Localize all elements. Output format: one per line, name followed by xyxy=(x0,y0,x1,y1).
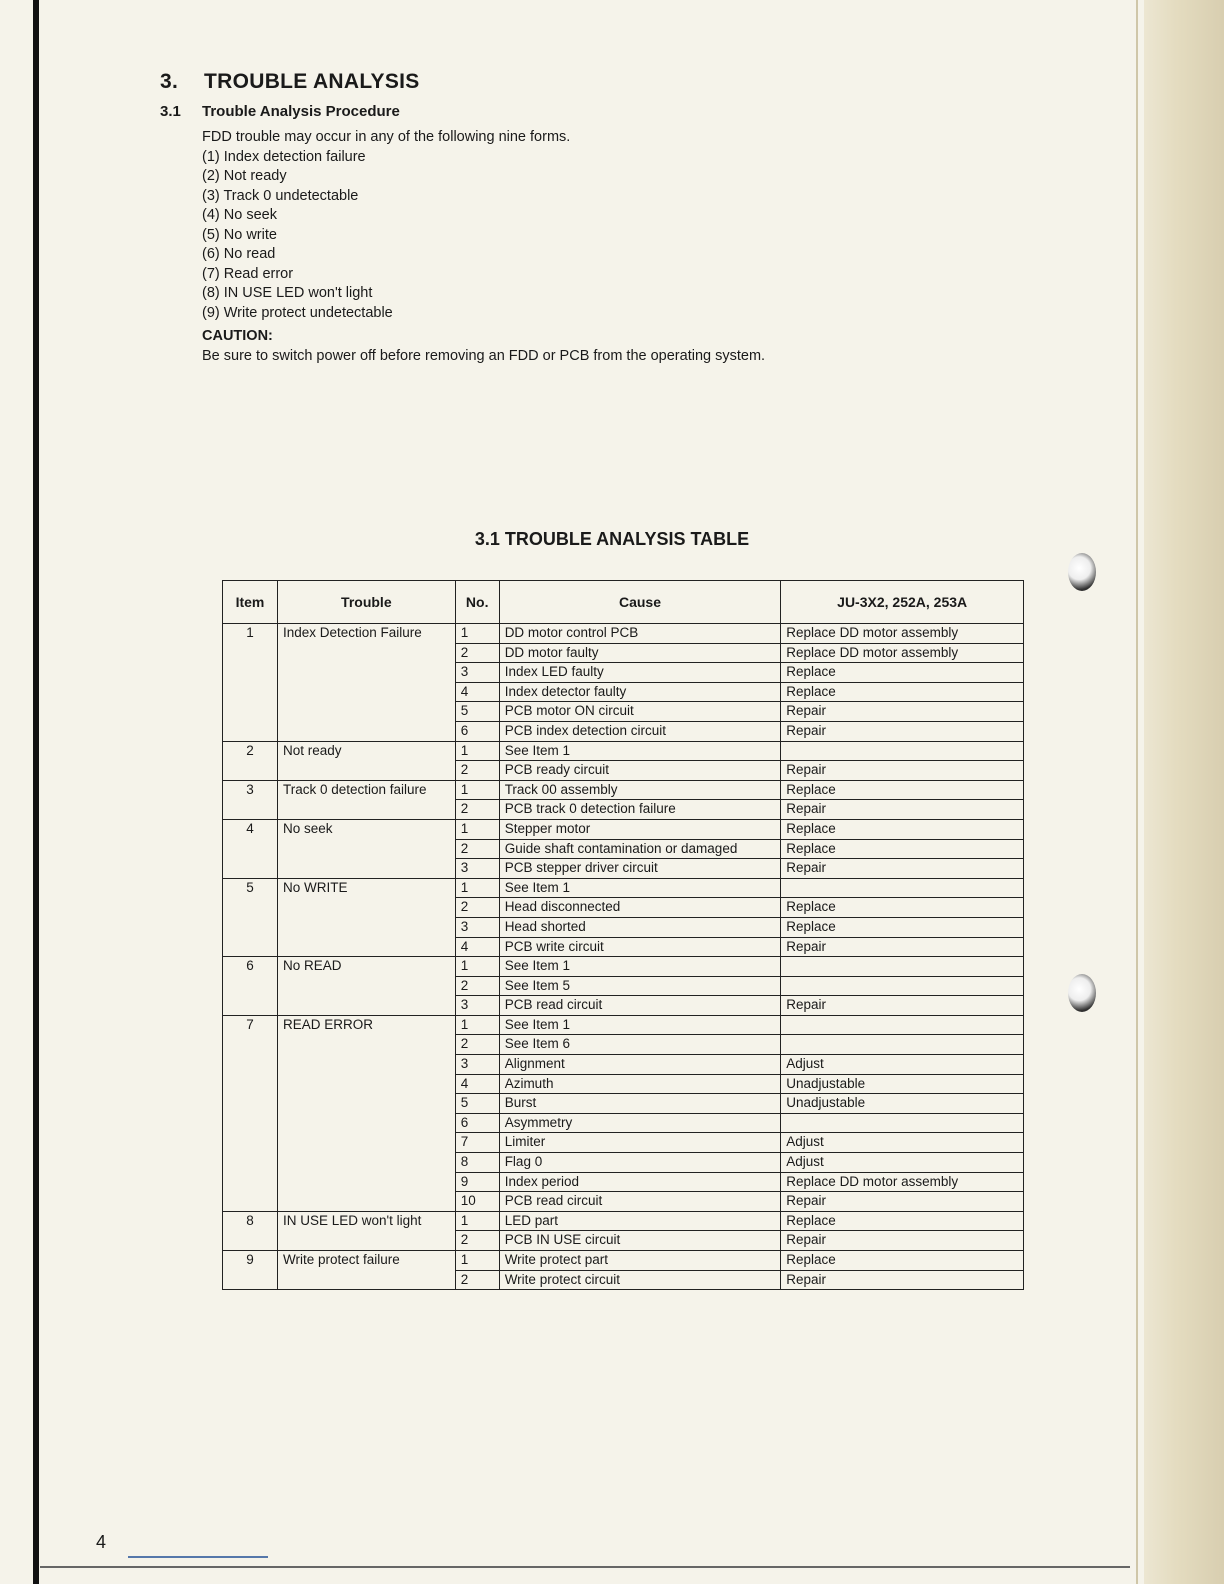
action-cell xyxy=(781,741,1024,761)
trouble-cell: No seek xyxy=(277,819,455,878)
cause-cell: Head shorted xyxy=(499,917,781,937)
trouble-cell: Index Detection Failure xyxy=(277,624,455,742)
cause-number-cell: 2 xyxy=(455,976,499,996)
header-no: No. xyxy=(455,581,499,624)
cause-number-cell: 3 xyxy=(455,917,499,937)
trouble-analysis-table xyxy=(222,580,1024,1290)
item-number-cell: 2 xyxy=(223,741,278,780)
cause-cell: PCB track 0 detection failure xyxy=(499,800,781,820)
page-bottom-edge xyxy=(40,1566,1130,1568)
trouble-cell: READ ERROR xyxy=(277,1015,455,1211)
action-cell: Repair xyxy=(781,859,1024,879)
cause-number-cell: 1 xyxy=(455,780,499,800)
cause-cell: Flag 0 xyxy=(499,1153,781,1173)
item-number-cell: 6 xyxy=(223,957,278,1016)
action-cell: Replace DD motor assembly xyxy=(781,1172,1024,1192)
action-cell xyxy=(781,1035,1024,1055)
subsection-number: 3.1 xyxy=(160,103,181,120)
cause-number-cell: 7 xyxy=(455,1133,499,1153)
cause-cell: See Item 1 xyxy=(499,957,781,977)
scan-artifact xyxy=(128,1556,268,1558)
trouble-cell: Write protect failure xyxy=(277,1251,455,1290)
action-cell: Replace xyxy=(781,898,1024,918)
action-cell: Replace xyxy=(781,917,1024,937)
action-cell: Adjust xyxy=(781,1133,1024,1153)
action-cell: Replace DD motor assembly xyxy=(781,643,1024,663)
action-cell: Replace xyxy=(781,682,1024,702)
header-trouble: Trouble xyxy=(277,581,455,624)
cause-number-cell: 1 xyxy=(455,741,499,761)
cause-number-cell: 3 xyxy=(455,1055,499,1075)
list-item: (9) Write protect undetectable xyxy=(202,304,393,321)
page-right-binding xyxy=(1144,0,1224,1584)
cause-number-cell: 9 xyxy=(455,1172,499,1192)
cause-number-cell: 2 xyxy=(455,1035,499,1055)
action-cell xyxy=(781,1113,1024,1133)
action-cell xyxy=(781,976,1024,996)
cause-number-cell: 4 xyxy=(455,682,499,702)
intro-text: FDD trouble may occur in any of the following nine forms. xyxy=(202,129,571,145)
action-cell: Adjust xyxy=(781,1153,1024,1173)
action-cell: Repair xyxy=(781,800,1024,820)
table-row xyxy=(223,1251,1024,1271)
cause-number-cell: 1 xyxy=(455,819,499,839)
cause-cell: Track 00 assembly xyxy=(499,780,781,800)
action-cell: Repair xyxy=(781,761,1024,781)
table-title: 3.1 TROUBLE ANALYSIS TABLE xyxy=(474,529,750,549)
action-cell: Replace DD motor assembly xyxy=(781,624,1024,644)
header-item: Item xyxy=(223,581,278,624)
action-cell: Repair xyxy=(781,1231,1024,1251)
trouble-cell: IN USE LED won't light xyxy=(277,1211,455,1250)
cause-cell: See Item 5 xyxy=(499,976,781,996)
cause-number-cell: 2 xyxy=(455,1270,499,1290)
trouble-cell: Track 0 detection failure xyxy=(277,780,455,819)
action-cell xyxy=(781,957,1024,977)
subsection-heading xyxy=(160,103,400,120)
table-row xyxy=(223,780,1024,800)
cause-number-cell: 2 xyxy=(455,898,499,918)
section-title: TROUBLE ANALYSIS xyxy=(204,70,420,93)
trouble-cell: No WRITE xyxy=(277,878,455,956)
cause-cell: See Item 6 xyxy=(499,1035,781,1055)
cause-number-cell: 8 xyxy=(455,1153,499,1173)
item-number-cell: 7 xyxy=(223,1015,278,1211)
table-row xyxy=(223,624,1024,644)
cause-cell: See Item 1 xyxy=(499,878,781,898)
cause-cell: See Item 1 xyxy=(499,1015,781,1035)
item-number-cell: 3 xyxy=(223,780,278,819)
cause-cell: Head disconnected xyxy=(499,898,781,918)
cause-cell: LED part xyxy=(499,1211,781,1231)
action-cell: Replace xyxy=(781,1211,1024,1231)
cause-cell: Index period xyxy=(499,1172,781,1192)
header-cause: Cause xyxy=(499,581,781,624)
cause-cell: DD motor faulty xyxy=(499,643,781,663)
action-cell: Replace xyxy=(781,780,1024,800)
caution-text: Be sure to switch power off before removing an FDD or PCB from the operating system. xyxy=(202,347,766,364)
cause-number-cell: 10 xyxy=(455,1192,499,1212)
action-cell: Unadjustable xyxy=(781,1094,1024,1114)
cause-cell: Write protect circuit xyxy=(499,1270,781,1290)
item-number-cell: 5 xyxy=(223,878,278,956)
cause-cell: Guide shaft contamination or damaged xyxy=(499,839,781,859)
cause-number-cell: 4 xyxy=(455,937,499,957)
cause-number-cell: 6 xyxy=(455,721,499,741)
table-row xyxy=(223,1015,1024,1035)
cause-number-cell: 3 xyxy=(455,663,499,683)
cause-cell: PCB stepper driver circuit xyxy=(499,859,781,879)
cause-cell: Azimuth xyxy=(499,1074,781,1094)
action-cell: Replace xyxy=(781,663,1024,683)
cause-number-cell: 4 xyxy=(455,1074,499,1094)
list-item: (4) No seek xyxy=(202,207,277,223)
cause-number-cell: 1 xyxy=(455,1251,499,1271)
table-row xyxy=(223,957,1024,977)
cause-number-cell: 2 xyxy=(455,800,499,820)
cause-cell: See Item 1 xyxy=(499,741,781,761)
cause-cell: Write protect part xyxy=(499,1251,781,1271)
cause-number-cell: 3 xyxy=(455,859,499,879)
cause-number-cell: 2 xyxy=(455,761,499,781)
action-cell: Adjust xyxy=(781,1055,1024,1075)
list-item: (5) No write xyxy=(202,226,277,243)
trouble-cell: No READ xyxy=(277,957,455,1016)
action-cell: Replace xyxy=(781,839,1024,859)
header-model-action: JU-3X2, 252A, 253A xyxy=(781,581,1024,624)
action-cell: Repair xyxy=(781,1270,1024,1290)
action-cell: Repair xyxy=(781,996,1024,1016)
section-heading xyxy=(160,70,420,94)
page-number: 4 xyxy=(96,1532,107,1552)
item-number-cell: 9 xyxy=(223,1251,278,1290)
cause-cell: Asymmetry xyxy=(499,1113,781,1133)
cause-number-cell: 1 xyxy=(455,957,499,977)
item-number-cell: 8 xyxy=(223,1211,278,1250)
action-cell: Repair xyxy=(781,721,1024,741)
cause-cell: Index LED faulty xyxy=(499,663,781,683)
list-item: (1) Index detection failure xyxy=(202,148,366,165)
cause-cell: PCB ready circuit xyxy=(499,761,781,781)
cause-cell: PCB motor ON circuit xyxy=(499,702,781,722)
subsection-title: Trouble Analysis Procedure xyxy=(202,103,400,120)
page-left-edge xyxy=(33,0,39,1584)
cause-cell: Index detector faulty xyxy=(499,682,781,702)
trouble-cell: Not ready xyxy=(277,741,455,780)
action-cell: Replace xyxy=(781,1251,1024,1271)
list-item: (2) Not ready xyxy=(202,168,287,184)
cause-cell: PCB index detection circuit xyxy=(499,721,781,741)
list-item: (8) IN USE LED won't light xyxy=(202,285,373,301)
trouble-forms-list xyxy=(202,148,765,324)
punch-hole-icon xyxy=(1068,553,1096,591)
cause-number-cell: 1 xyxy=(455,878,499,898)
cause-number-cell: 1 xyxy=(455,1211,499,1231)
action-cell: Repair xyxy=(781,937,1024,957)
cause-cell: PCB read circuit xyxy=(499,1192,781,1212)
punch-hole-icon xyxy=(1068,974,1096,1012)
cause-number-cell: 2 xyxy=(455,1231,499,1251)
cause-number-cell: 1 xyxy=(455,1015,499,1035)
table-row xyxy=(223,741,1024,761)
cause-cell: Alignment xyxy=(499,1055,781,1075)
table-row xyxy=(223,819,1024,839)
action-cell: Unadjustable xyxy=(781,1074,1024,1094)
list-item: (7) Read error xyxy=(202,265,294,282)
procedure-body xyxy=(202,128,765,366)
cause-cell: Burst xyxy=(499,1094,781,1114)
table-header-row xyxy=(223,581,1024,624)
cause-number-cell: 5 xyxy=(455,1094,499,1114)
action-cell xyxy=(781,1015,1024,1035)
cause-cell: PCB IN USE circuit xyxy=(499,1231,781,1251)
action-cell: Replace xyxy=(781,819,1024,839)
table-body xyxy=(223,624,1024,1290)
cause-number-cell: 2 xyxy=(455,839,499,859)
cause-cell: PCB write circuit xyxy=(499,937,781,957)
cause-cell: Limiter xyxy=(499,1133,781,1153)
table-row xyxy=(223,1211,1024,1231)
cause-number-cell: 5 xyxy=(455,702,499,722)
action-cell: Repair xyxy=(781,1192,1024,1212)
action-cell xyxy=(781,878,1024,898)
item-number-cell: 4 xyxy=(223,819,278,878)
cause-number-cell: 1 xyxy=(455,624,499,644)
cause-number-cell: 2 xyxy=(455,643,499,663)
caution-label: CAUTION: xyxy=(202,328,273,344)
section-number: 3. xyxy=(160,70,179,93)
cause-cell: PCB read circuit xyxy=(499,996,781,1016)
cause-cell: DD motor control PCB xyxy=(499,624,781,644)
cause-cell: Stepper motor xyxy=(499,819,781,839)
page-fold-line xyxy=(1136,0,1138,1584)
cause-number-cell: 3 xyxy=(455,996,499,1016)
table-row xyxy=(223,878,1024,898)
cause-number-cell: 6 xyxy=(455,1113,499,1133)
list-item: (6) No read xyxy=(202,246,276,262)
action-cell: Repair xyxy=(781,702,1024,722)
list-item: (3) Track 0 undetectable xyxy=(202,187,359,204)
item-number-cell: 1 xyxy=(223,624,278,742)
